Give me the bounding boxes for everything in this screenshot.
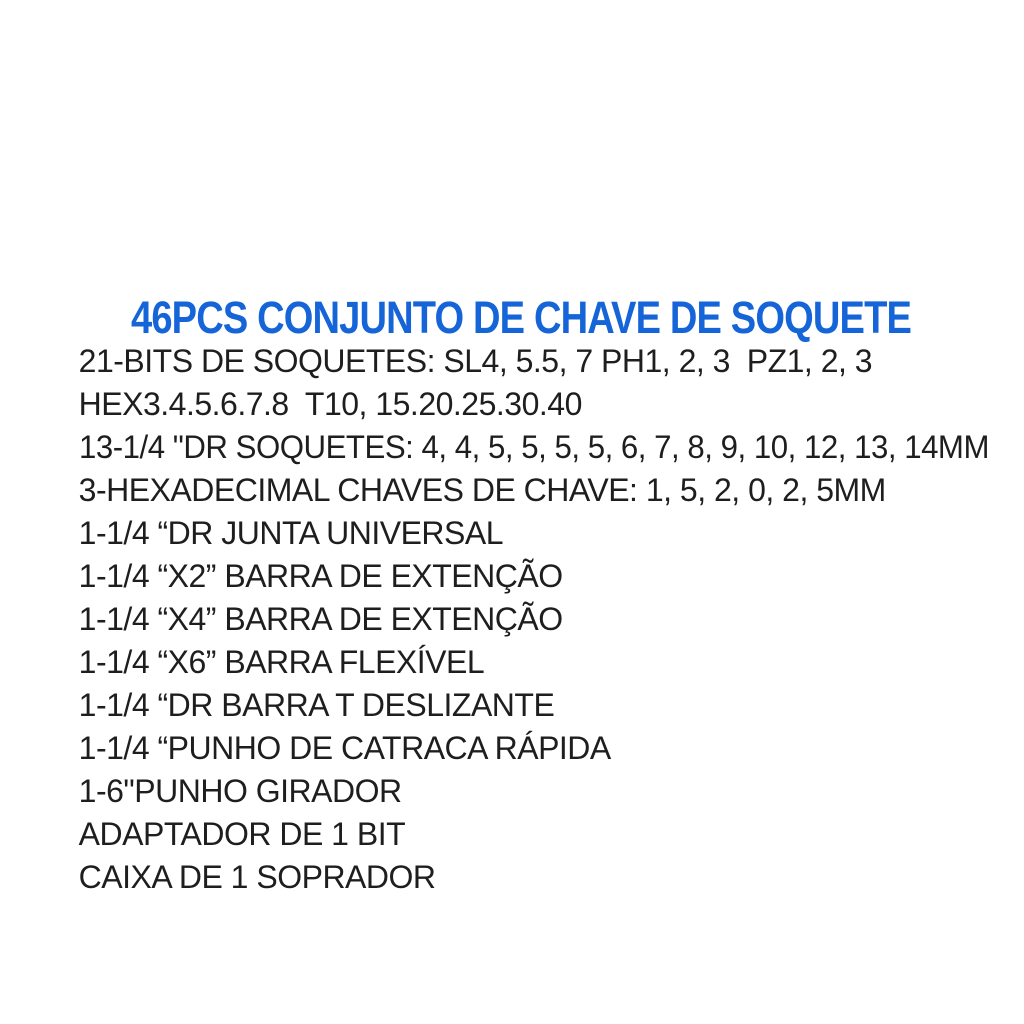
list-item-text: 1-1/4 “X6” BARRA FLEXÍVEL — [78, 644, 485, 680]
list-item-text: 1-1/4 “DR BARRA T DESLIZANTE — [78, 687, 555, 723]
list-item — [52, 297, 982, 379]
list-item-text: ADAPTADOR DE 1 BIT — [78, 816, 406, 852]
list-item-text: 3-HEXADECIMAL CHAVES DE CHAVE: 1, 5, 2, 0, 2, 5MM — [78, 472, 886, 508]
list-item-text: 1-1/4 “DR JUNTA UNIVERSAL — [78, 515, 504, 551]
list-item-text: 1-1/4 “X2” BARRA DE EXTENÇÃO — [78, 558, 563, 594]
list-item-text: 1-1/4 “X4” BARRA DE EXTENÇÃO — [78, 601, 563, 637]
list-item-text: 1-1/4 “PUNHO DE CATRACA RÁPIDA — [78, 730, 611, 766]
page-title-text: 46PCS CONJUNTO DE CHAVE DE SOQUETE — [130, 292, 911, 343]
list-item-text: CAIXA DE 1 SOPRADOR — [78, 859, 436, 895]
page-title — [0, 228, 1024, 343]
list-item-text: HEX3.4.5.6.7.8 T10, 15.20.25.30.40 — [78, 386, 582, 422]
spec-list — [52, 297, 989, 895]
list-item-text: 1-6"PUNHO GIRADOR — [78, 773, 402, 809]
list-item-text: 21-BITS DE SOQUETES: SL4, 5.5, 7 PH1, 2, 3 PZ1, 2, 3 — [78, 343, 873, 379]
list-item-text: 13-1/4 "DR SOQUETES: 4, 4, 5, 5, 5, 5, 6, 7, 8, 9, 10, 12, 13, 14MM — [78, 429, 989, 465]
